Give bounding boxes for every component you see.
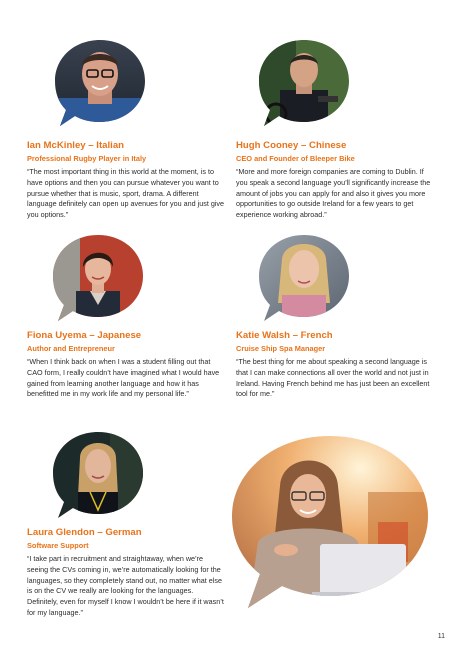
profile-card-hugh <box>236 140 434 221</box>
profile-name: Laura Glendon – German <box>27 527 142 538</box>
profile-card-laura <box>27 527 225 619</box>
profile-quote: “When I think back on when I was a student filling out that CAO form, I really couldn’t have imagined what I would have gained from learning another language and how it has benefitted me in my work life and my personal life.” <box>27 357 220 399</box>
profile-quote: “The most important thing in this world at the moment, is to have options and then you can pursue whatever you want to pursue whether that is music, sport, drama. A different language definitely can open up avenues for you and just give you options.” <box>27 167 224 220</box>
photo-hugh-cooney <box>256 38 352 128</box>
photo-katie-walsh <box>256 233 352 323</box>
profile-name: Katie Walsh – French <box>236 330 333 341</box>
page-number: 11 <box>437 633 445 640</box>
profile-role: Author and Entrepreneur <box>27 344 115 353</box>
profile-card-katie <box>236 330 434 400</box>
photo-fiona-uyema <box>50 233 146 323</box>
profile-role: Professional Rugby Player in Italy <box>27 154 147 163</box>
profile-quote: “More and more foreign companies are coming to Dublin. If you speak a second language you’ll significantly increase the amount of jobs you can apply for and also it gives you more opportunities to go outside Ireland for a few years to get experience working abroad.” <box>236 167 431 220</box>
profile-card-fiona <box>27 330 225 400</box>
photo-student-laptop <box>228 432 432 612</box>
profile-name: Fiona Uyema – Japanese <box>27 330 142 341</box>
profile-name: Hugh Cooney – Chinese <box>236 140 347 151</box>
profile-quote: “The best thing for me about speaking a second language is that I can make connections all over the world and not just in Ireland. Having French behind me has just been an excellent tool for me.” <box>236 357 430 399</box>
photo-laura-glendon <box>50 430 146 520</box>
profile-role: Cruise Ship Spa Manager <box>236 344 326 353</box>
profile-card-ian <box>27 140 225 221</box>
profile-name: Ian McKinley – Italian <box>27 140 125 151</box>
profile-role: CEO and Founder of Bleeper Bike <box>236 154 355 163</box>
profile-quote: “I take part in recruitment and straightaway, when we’re seeing the CVs coming in, we’re automatically looking for the languages, so they completely stand out, no matter what else is on the CV we really are looking for the languages. Definitely, even for myself I know I wouldn’t be here if it wasn’t for my language.” <box>27 554 224 617</box>
profile-role: Software Support <box>27 541 89 550</box>
photo-ian-mckinley <box>52 38 148 128</box>
